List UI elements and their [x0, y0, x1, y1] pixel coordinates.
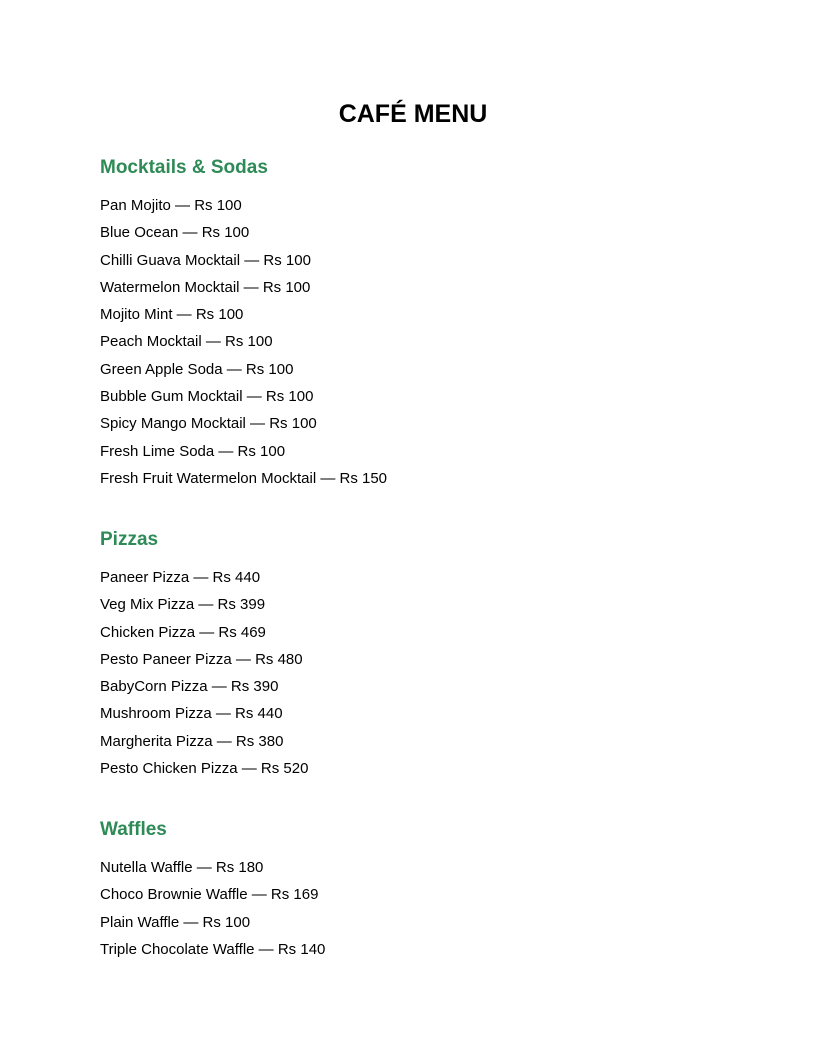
section-mocktails-sodas — [100, 156, 720, 492]
section-heading: Mocktails & Sodas — [100, 157, 268, 178]
menu-item: Green Apple Soda — Rs 100 — [100, 360, 294, 378]
item-list — [100, 192, 720, 492]
section-heading: Waffles — [100, 819, 167, 840]
menu-item: Watermelon Mocktail — Rs 100 — [100, 278, 311, 296]
page-title: CAFÉ MENU — [338, 100, 488, 128]
menu-item: Bubble Gum Mocktail — Rs 100 — [100, 388, 314, 406]
section-heading: Pizzas — [100, 529, 159, 550]
menu-item: Mushroom Pizza — Rs 440 — [100, 705, 283, 723]
item-list — [100, 854, 720, 963]
menu-item: Fresh Lime Soda — Rs 100 — [100, 442, 286, 460]
menu-item: Blue Ocean — Rs 100 — [100, 224, 250, 242]
menu-item: Triple Chocolate Waffle — Rs 140 — [100, 940, 326, 958]
menu-item: Margherita Pizza — Rs 380 — [100, 732, 284, 750]
menu-item: Peach Mocktail — Rs 100 — [100, 333, 273, 351]
menu-item: Fresh Fruit Watermelon Mocktail — Rs 150 — [100, 469, 388, 487]
menu-item: Nutella Waffle — Rs 180 — [100, 859, 264, 876]
menu-item: Pesto Chicken Pizza — Rs 520 — [100, 760, 309, 778]
menu-item: Plain Waffle — Rs 100 — [100, 913, 251, 931]
item-list — [100, 564, 720, 782]
menu-item: Pan Mojito — Rs 100 — [100, 197, 242, 214]
menu-item: Veg Mix Pizza — Rs 399 — [100, 596, 266, 614]
menu-item: Spicy Mango Mocktail — Rs 100 — [100, 415, 317, 433]
section-pizzas — [100, 528, 720, 782]
menu-item: Pesto Paneer Pizza — Rs 480 — [100, 650, 303, 668]
menu-item: Chilli Guava Mocktail — Rs 100 — [100, 251, 311, 269]
menu-item: BabyCorn Pizza — Rs 390 — [100, 678, 279, 696]
menu-item: Choco Brownie Waffle — Rs 169 — [100, 886, 319, 904]
menu-item: Mojito Mint — Rs 100 — [100, 306, 244, 324]
menu-item: Chicken Pizza — Rs 469 — [100, 623, 266, 641]
section-waffles — [100, 818, 720, 963]
menu-item: Paneer Pizza — Rs 440 — [100, 569, 261, 586]
